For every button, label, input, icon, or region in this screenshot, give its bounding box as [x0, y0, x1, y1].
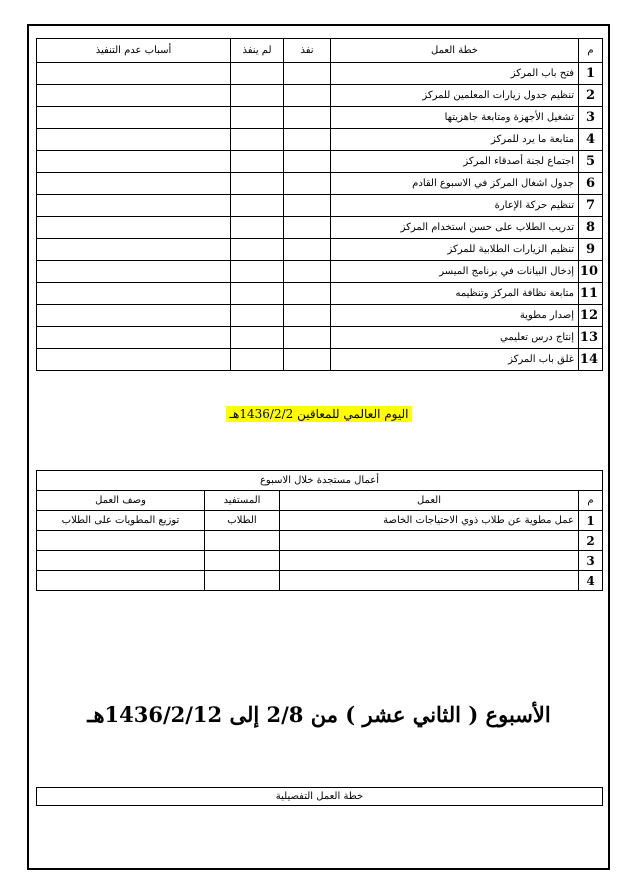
row-task: فتح باب المركز — [331, 63, 579, 85]
row-reasons-cell — [37, 63, 231, 85]
row-not-done-cell — [231, 129, 284, 151]
header-reasons: أسباب عدم التنفيذ — [37, 39, 231, 63]
table-row — [37, 217, 603, 239]
new-row-work — [280, 571, 579, 591]
row-task: تنظيم جدول زيارات المعلمين للمركز — [331, 85, 579, 107]
table-row — [37, 173, 603, 195]
row-num: 6 — [579, 173, 603, 195]
row-num: 8 — [579, 217, 603, 239]
row-not-done-cell — [231, 217, 284, 239]
row-done-cell — [284, 129, 331, 151]
row-task: متابعة ما يرد للمركز — [331, 129, 579, 151]
row-reasons-cell — [37, 107, 231, 129]
row-done-cell — [284, 63, 331, 85]
new-row-beneficiary — [205, 531, 280, 551]
row-not-done-cell — [231, 107, 284, 129]
table-row — [37, 551, 603, 571]
new-header-num: م — [579, 491, 603, 511]
row-done-cell — [284, 85, 331, 107]
table-row — [37, 571, 603, 591]
row-not-done-cell — [231, 63, 284, 85]
row-not-done-cell — [231, 151, 284, 173]
row-task: تنظيم الزيارات الطلابية للمركز — [331, 239, 579, 261]
row-reasons-cell — [37, 173, 231, 195]
work-plan-header-row — [37, 39, 603, 63]
row-num: 11 — [579, 283, 603, 305]
work-plan-body — [37, 63, 603, 371]
row-task: تنظيم حركة الإعارة — [331, 195, 579, 217]
new-row-beneficiary — [205, 551, 280, 571]
table-row — [37, 327, 603, 349]
new-row-description — [37, 531, 205, 551]
new-works-table — [36, 470, 603, 591]
row-task: تدريب الطلاب على حسن استخدام المركز — [331, 217, 579, 239]
row-done-cell — [284, 173, 331, 195]
row-reasons-cell — [37, 85, 231, 107]
row-not-done-cell — [231, 349, 284, 371]
row-num: 7 — [579, 195, 603, 217]
row-task: إنتاج درس تعليمي — [331, 327, 579, 349]
row-num: 1 — [579, 63, 603, 85]
row-reasons-cell — [37, 327, 231, 349]
table-row — [37, 261, 603, 283]
row-done-cell — [284, 195, 331, 217]
row-num: 13 — [579, 327, 603, 349]
highlight-note: اليوم العالمي للمعاقين 1436/2/2هـ — [226, 406, 413, 422]
new-row-beneficiary — [205, 571, 280, 591]
header-num: م — [579, 39, 603, 63]
row-not-done-cell — [231, 283, 284, 305]
work-plan-table — [36, 38, 603, 371]
row-not-done-cell — [231, 261, 284, 283]
row-reasons-cell — [37, 349, 231, 371]
row-done-cell — [284, 327, 331, 349]
new-header-description: وصف العمل — [37, 491, 205, 511]
header-task: خطة العمل — [331, 39, 579, 63]
highlight-row — [0, 403, 638, 422]
header-done: نفذ — [284, 39, 331, 63]
new-row-description — [37, 551, 205, 571]
row-task: غلق باب المركز — [331, 349, 579, 371]
row-not-done-cell — [231, 327, 284, 349]
row-not-done-cell — [231, 305, 284, 327]
row-task: متابعة نظافة المركز وتنظيمه — [331, 283, 579, 305]
header-not-done: لم ينفذ — [231, 39, 284, 63]
row-done-cell — [284, 107, 331, 129]
table-row — [37, 63, 603, 85]
new-header-beneficiary: المستفيد — [205, 491, 280, 511]
row-done-cell — [284, 349, 331, 371]
new-header-work: العمل — [280, 491, 579, 511]
row-num: 14 — [579, 349, 603, 371]
new-row-num: 4 — [579, 571, 603, 591]
new-row-num: 1 — [579, 511, 603, 531]
new-row-num: 3 — [579, 551, 603, 571]
row-task: جدول اشغال المركز في الاسبوع القادم — [331, 173, 579, 195]
table-row — [37, 129, 603, 151]
row-num: 10 — [579, 261, 603, 283]
table-row — [37, 151, 603, 173]
row-num: 9 — [579, 239, 603, 261]
table-row — [37, 107, 603, 129]
new-row-description: توزيع المطويات على الطلاب — [37, 511, 205, 531]
row-task: إصدار مطوية — [331, 305, 579, 327]
row-done-cell — [284, 261, 331, 283]
new-row-work: عمل مطوية عن طلاب ذوي الاحتياجات الخاصة — [280, 511, 579, 531]
table-row — [37, 195, 603, 217]
row-reasons-cell — [37, 195, 231, 217]
row-done-cell — [284, 305, 331, 327]
new-works-title-row — [37, 471, 603, 491]
row-reasons-cell — [37, 129, 231, 151]
new-row-num: 2 — [579, 531, 603, 551]
table-row — [37, 85, 603, 107]
row-done-cell — [284, 151, 331, 173]
new-works-header-row — [37, 491, 603, 511]
row-done-cell — [284, 283, 331, 305]
table-row — [37, 239, 603, 261]
detailed-plan-label: خطة العمل التفصيلية — [36, 787, 603, 806]
row-not-done-cell — [231, 239, 284, 261]
row-reasons-cell — [37, 239, 231, 261]
row-task: تشغيل الأجهزة ومتابعة جاهزيتها — [331, 107, 579, 129]
row-num: 12 — [579, 305, 603, 327]
row-done-cell — [284, 239, 331, 261]
week-title: الأسبوع ( الثاني عشر ) من 2/8 إلى 1436/2/12هـ — [87, 702, 551, 727]
new-row-description — [37, 571, 205, 591]
row-num: 2 — [579, 85, 603, 107]
new-row-work — [280, 531, 579, 551]
row-task: اجتماع لجنة أصدقاء المركز — [331, 151, 579, 173]
row-reasons-cell — [37, 305, 231, 327]
row-reasons-cell — [37, 217, 231, 239]
table-row — [37, 283, 603, 305]
row-num: 5 — [579, 151, 603, 173]
row-reasons-cell — [37, 151, 231, 173]
row-task: إدخال البيانات في برنامج الميسر — [331, 261, 579, 283]
new-row-beneficiary: الطلاب — [205, 511, 280, 531]
row-done-cell — [284, 217, 331, 239]
row-num: 4 — [579, 129, 603, 151]
table-row — [37, 305, 603, 327]
table-row — [37, 511, 603, 531]
row-reasons-cell — [37, 261, 231, 283]
row-not-done-cell — [231, 195, 284, 217]
table-row — [37, 531, 603, 551]
row-reasons-cell — [37, 283, 231, 305]
new-works-body — [37, 471, 603, 591]
new-row-work — [280, 551, 579, 571]
table-row — [37, 349, 603, 371]
row-not-done-cell — [231, 85, 284, 107]
row-not-done-cell — [231, 173, 284, 195]
new-works-title: أعمال مستجدة خلال الاسبوع — [37, 471, 603, 491]
row-num: 3 — [579, 107, 603, 129]
